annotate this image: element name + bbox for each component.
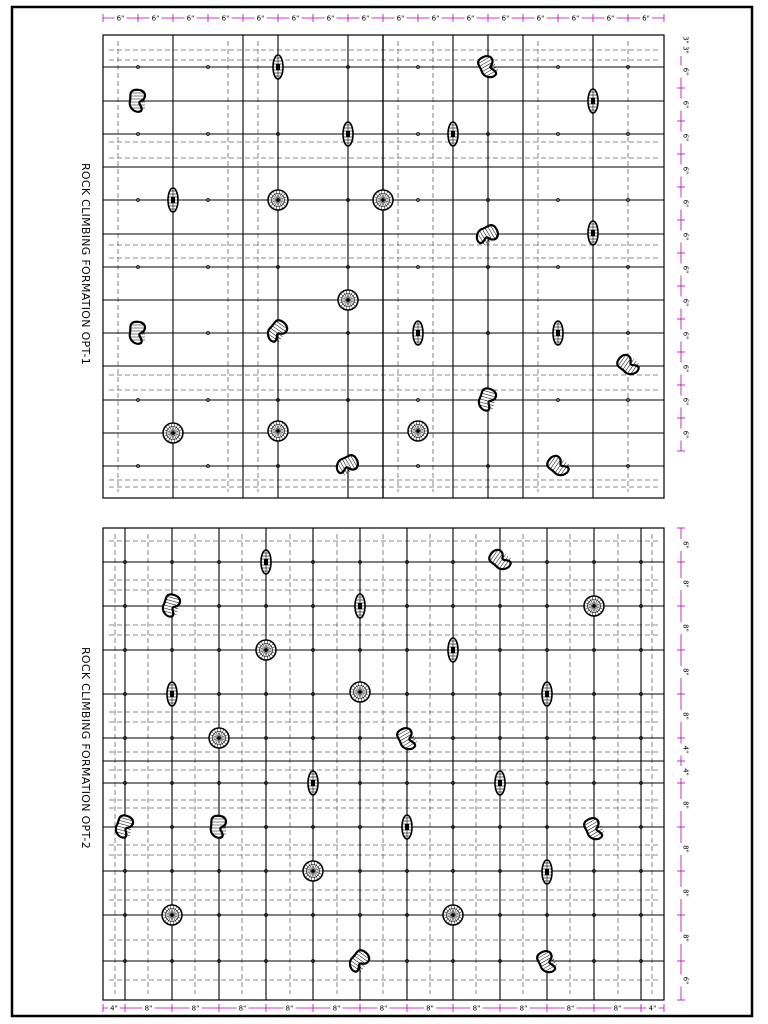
dimension-label: 8" (681, 889, 690, 897)
climbing-hold-round (350, 682, 370, 702)
climbing-hold-hook (211, 816, 226, 838)
climbing-hold-hook (264, 318, 289, 345)
climbing-hold-round (209, 728, 229, 748)
dimension-label: 6" (681, 541, 690, 549)
panel-opt2 (103, 528, 690, 1013)
dimension-label: 8" (379, 1004, 388, 1013)
dimension-label: 6" (361, 14, 370, 23)
dimension-label: 6" (501, 14, 510, 23)
dimension-label: 6" (536, 14, 545, 23)
dimension-chain-bottom (103, 1004, 664, 1013)
dimension-label: 6" (681, 166, 690, 175)
dimension-label: 6" (681, 364, 690, 373)
dimension-label: 8" (681, 712, 690, 720)
dimension-label: 6" (681, 430, 690, 439)
dimension-label: 8" (566, 1004, 575, 1013)
panel-opt2-title: ROCK CLIMBING FORMATION OPT-2 (79, 646, 92, 850)
climbing-hold-pill (167, 682, 177, 706)
climbing-hold-round (338, 290, 358, 310)
dimension-label: 6" (186, 14, 195, 23)
dimension-label: 6" (681, 133, 690, 142)
dimension-label: 6" (681, 397, 690, 406)
dimension-label: 8" (681, 580, 690, 588)
dimension-label: 6" (606, 14, 615, 23)
dimension-label: 3" (681, 46, 690, 54)
dimension-label: 6" (326, 14, 335, 23)
climbing-hold-pill (261, 550, 271, 574)
dimension-label: 6" (681, 976, 690, 985)
dimension-label: 4" (648, 1004, 657, 1013)
climbing-hold-pill (273, 55, 283, 79)
panel-opt1 (103, 14, 690, 498)
climbing-hold-hook (130, 322, 145, 344)
climbing-hold-pill (553, 321, 563, 345)
climbing-hold-round (268, 421, 288, 441)
climbing-hold-round (408, 421, 428, 441)
climbing-hold-pill (168, 188, 178, 212)
dimension-label: 8" (681, 934, 690, 942)
climbing-hold-round (584, 596, 604, 616)
dimension-label: 6" (681, 265, 690, 274)
dimension-label: 8" (681, 845, 690, 853)
dimension-label: 6" (466, 14, 475, 23)
climbing-hold-hook (582, 816, 606, 843)
climbing-hold-pill (588, 221, 598, 245)
climbing-hold-pill (413, 321, 423, 345)
climbing-hold-pill (542, 682, 552, 706)
climbing-hold-round (268, 190, 288, 210)
climbing-hold-pill (448, 122, 458, 146)
dimension-label: 8" (144, 1004, 153, 1013)
dimension-label: 4" (681, 745, 690, 754)
dimension-chain-top (103, 14, 664, 23)
dimension-label: 8" (332, 1004, 341, 1013)
dimension-label: 8" (519, 1004, 528, 1013)
panel-opt1-title: ROCK CLIMBING FORMATION OPT-1 (79, 162, 92, 366)
climbing-hold-round (303, 861, 323, 881)
climbing-hold-hook (395, 726, 419, 753)
climbing-hold-round (256, 640, 276, 660)
dimension-label: 8" (681, 624, 690, 632)
dimension-label: 6" (681, 298, 690, 307)
dimension-label: 6" (256, 14, 265, 23)
climbing-hold-pill (343, 122, 353, 146)
dimension-label: 6" (151, 14, 160, 23)
climbing-hold-pill (308, 771, 318, 795)
climbing-hold-round (162, 905, 182, 925)
climbing-hold-hook (487, 547, 514, 572)
dimension-label: 3" (681, 36, 690, 44)
dimension-label: 4" (681, 768, 690, 776)
climbing-hold-pill (542, 860, 552, 884)
climbing-hold-hook (615, 352, 642, 377)
climbing-hold-hook (346, 948, 371, 975)
panel-frame (103, 528, 664, 1000)
climbing-hold-hook (334, 453, 361, 477)
climbing-hold-pill (495, 771, 505, 795)
dimension-chain-right (677, 528, 690, 1000)
dimension-label: 4" (110, 1004, 118, 1013)
dimension-label: 8" (681, 801, 690, 809)
climbing-hold-round (443, 905, 463, 925)
dimension-label: 6" (221, 14, 230, 23)
climbing-hold-round (163, 423, 183, 443)
dimension-label: 6" (681, 199, 690, 208)
climbing-hold-hook (535, 949, 559, 976)
climbing-hold-hook (477, 387, 498, 412)
dimension-label: 6" (431, 14, 440, 23)
dimension-label: 8" (681, 668, 690, 676)
dimension-label: 6" (681, 100, 690, 109)
dimension-label: 8" (426, 1004, 434, 1013)
climbing-hold-round (373, 190, 393, 210)
dimension-label: 6" (681, 232, 690, 241)
dimension-label: 8" (191, 1004, 200, 1013)
dimension-label: 8" (238, 1004, 247, 1013)
dimension-label: 8" (613, 1004, 622, 1013)
climbing-hold-hook (130, 90, 145, 112)
dimension-label: 6" (291, 14, 300, 23)
dimension-label: 6" (396, 14, 405, 23)
dimension-label: 6" (571, 14, 580, 23)
dimension-label: 6" (681, 67, 690, 76)
dimension-chain-right (677, 34, 690, 451)
climbing-hold-pill (355, 594, 365, 618)
climbing-hold-hook (476, 54, 500, 81)
dimension-label: 6" (681, 331, 690, 340)
climbing-hold-pill (402, 815, 412, 839)
dimension-label: 8" (285, 1004, 294, 1013)
climbing-hold-hook (161, 593, 182, 618)
climbing-hold-hook (114, 814, 135, 839)
dimension-label: 6" (642, 14, 650, 23)
dimension-label: 8" (472, 1004, 481, 1013)
dimension-label: 6" (116, 14, 125, 23)
climbing-hold-pill (588, 89, 598, 113)
climbing-hold-pill (448, 638, 458, 662)
climbing-hold-hook (474, 223, 501, 247)
